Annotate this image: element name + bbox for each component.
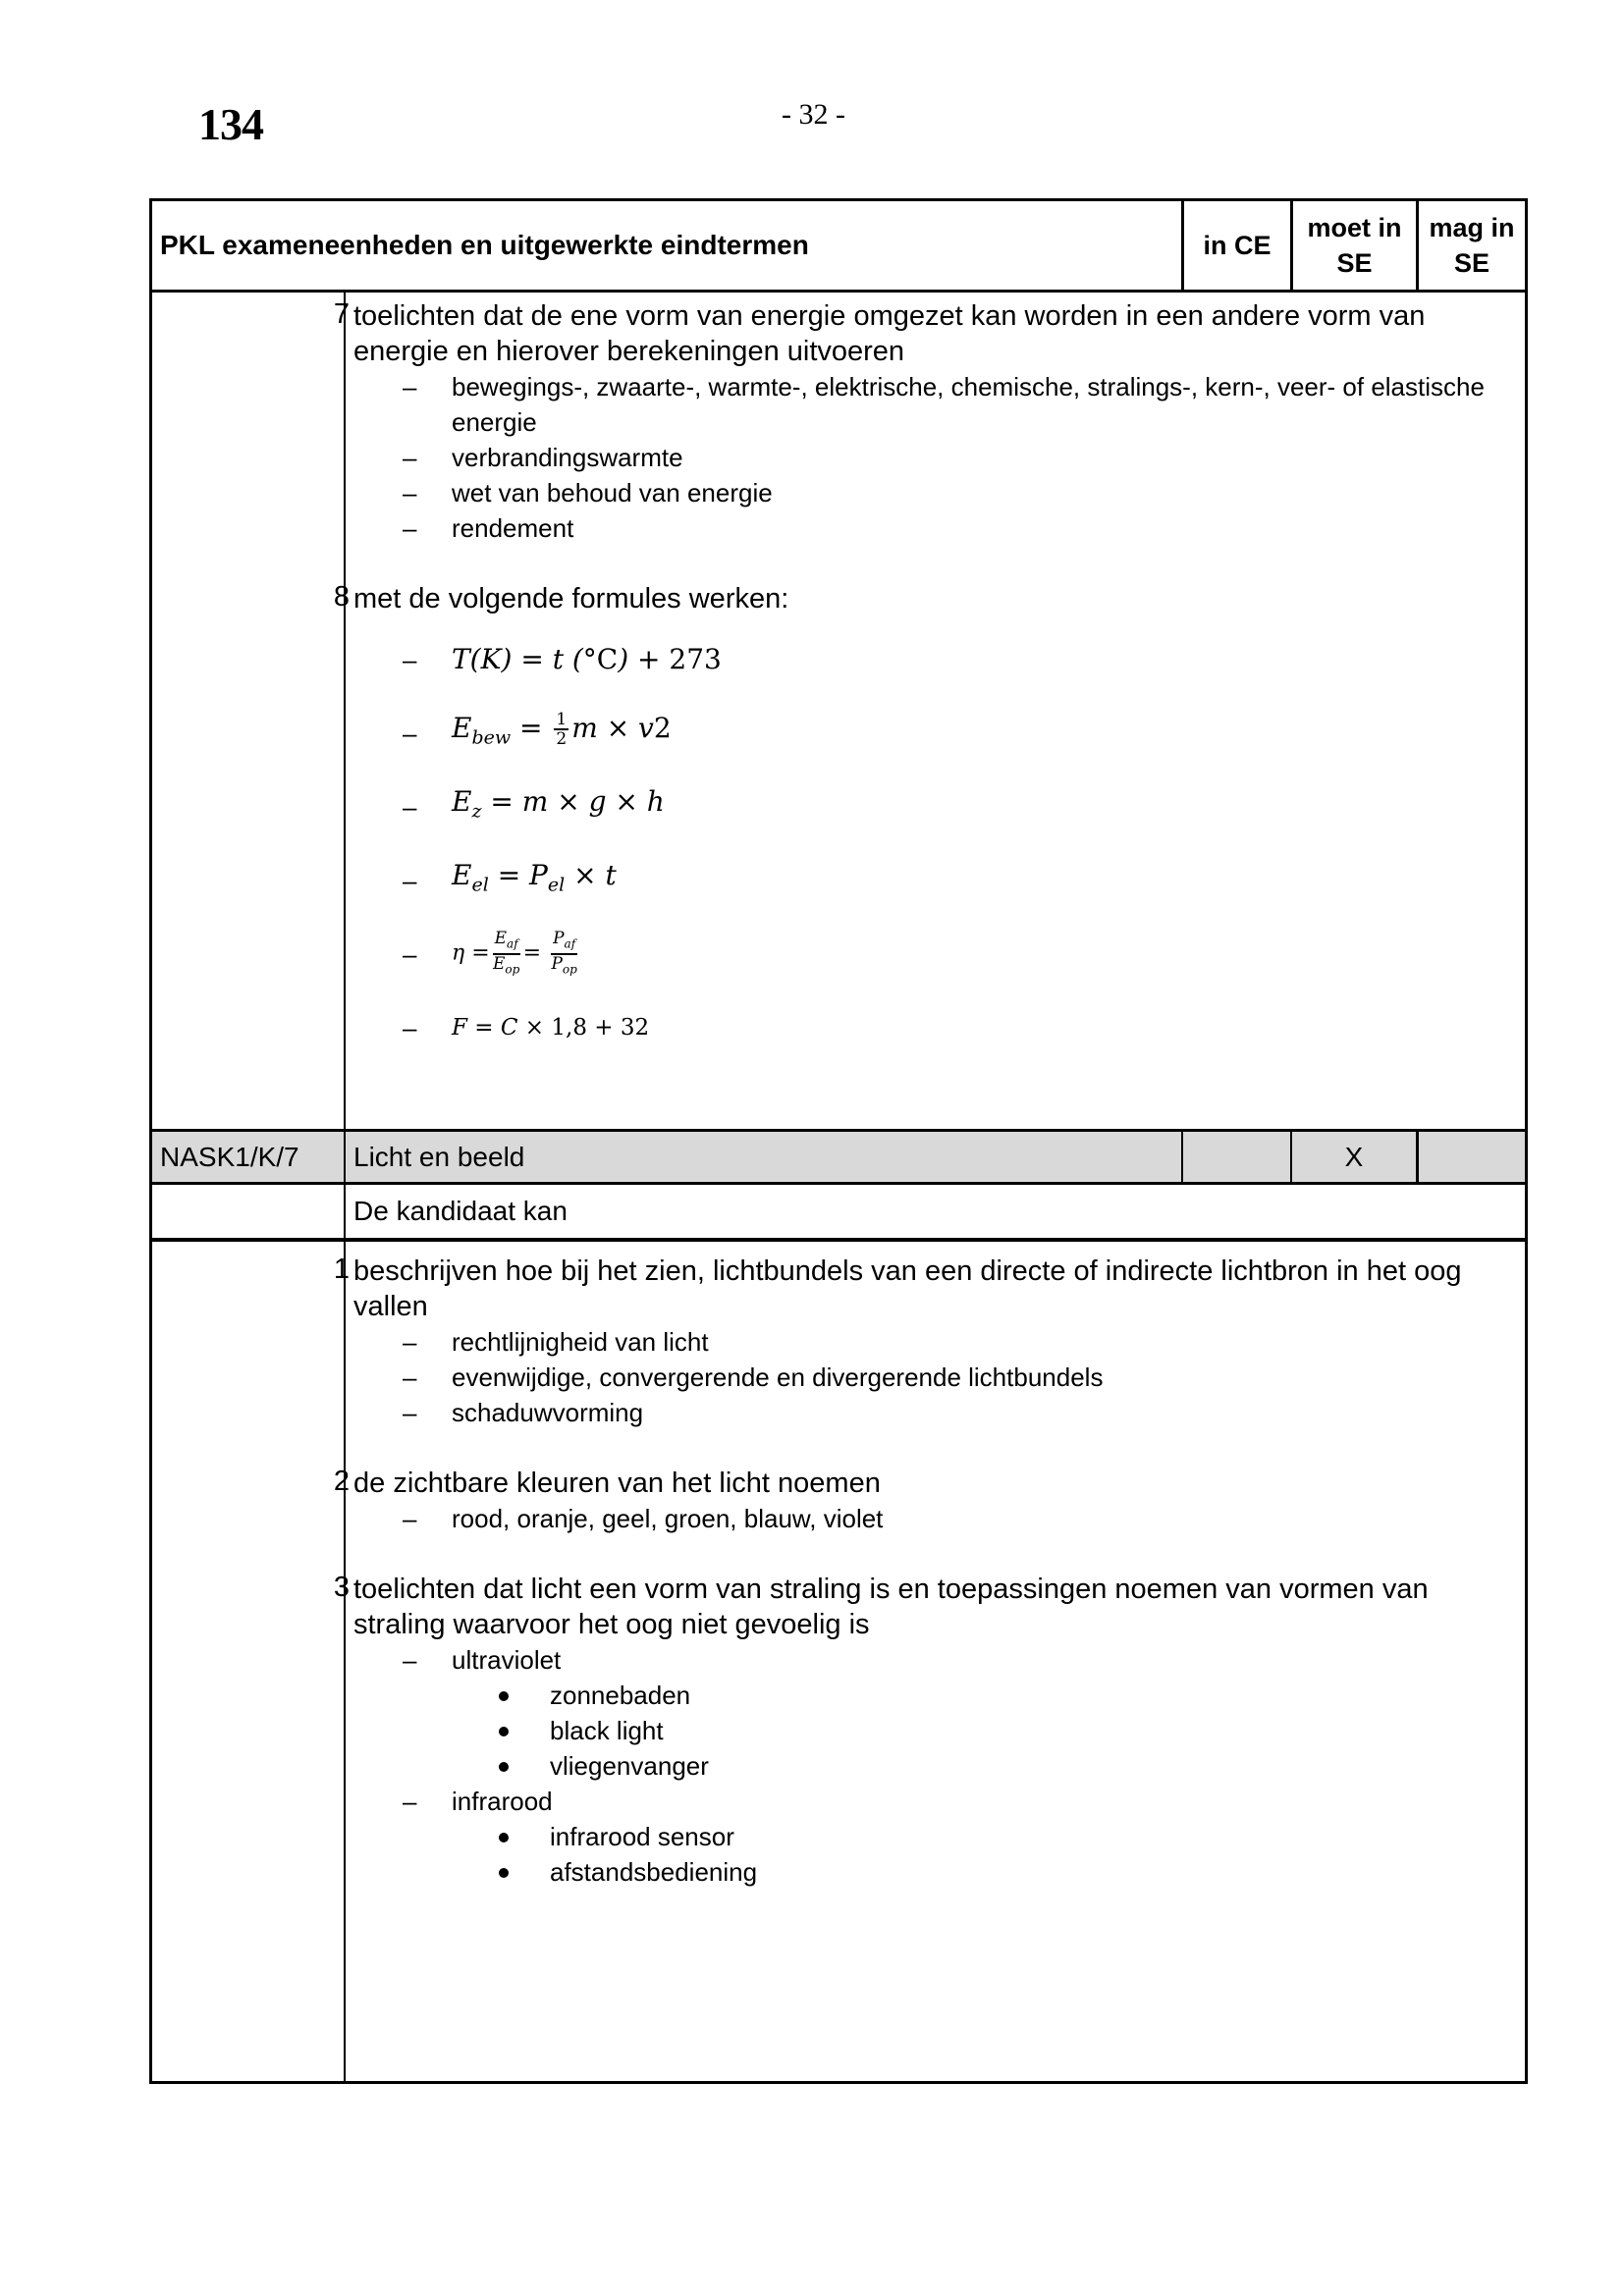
bullet-item: vliegenvanger [353,1748,1525,1784]
col-header-mag-in-se [1416,201,1525,290]
formula-fahrenheit: – F = C × 1,8 + 32 [353,990,1525,1064]
dash-icon: – [403,791,417,822]
unit-code: NASK1/K/7 [152,1132,346,1182]
dash-icon: – [403,1645,417,1675]
dash-icon: – [403,1362,417,1392]
dash-icon: – [403,1012,417,1042]
col-header-mag-line1: mag in [1429,213,1515,242]
dash-icon: – [403,443,417,472]
prev-section-row [152,293,1525,1129]
bullet-icon [499,1833,509,1842]
sub-item: – bewegings-, zwaarte-, warmte-, elektrische, chemische, stralings-, kern-, veer- of elastische energie [353,369,1492,440]
intro-row [152,1185,1525,1242]
dash-icon: – [403,644,417,674]
sub-item: – rood, oranje, geel, groen, blauw, violet [353,1501,1525,1536]
dash-icon: – [403,372,417,401]
eindterm-text: toelichten dat licht een vorm van straling is en toepassingen noemen van vormen van straling waarvoor het oog niet gevoelig is [353,1574,1429,1640]
table-header-row [152,201,1525,293]
dash-icon: – [403,1398,417,1427]
dash-icon: – [403,1327,417,1357]
eindterm-number: 1 [333,1254,350,1285]
intro-text: De kandidaat kan [353,1196,568,1226]
sub-item: – rechtlijnigheid van licht [353,1324,1525,1360]
unit-row [152,1129,1525,1185]
prev-section-code-cell [152,293,346,1129]
bullet-item: afstandsbediening [353,1854,1525,1890]
sub-item: – evenwijdige, convergerende en divergerende lichtbundels [353,1360,1525,1395]
sub-item: – verbrandingswarmte [353,440,1525,475]
col-header-in-ce: in CE [1181,201,1290,290]
dash-icon: – [403,478,417,507]
eindterm-text: toelichten dat de ene vorm van energie omgezet kan worden in een andere vorm van energie en hierover berekeningen uitvoeren [353,300,1426,367]
sub-item: – schaduwvorming [353,1395,1525,1430]
formula-electric-energy: – $E_{el} = P_{el} \times t$ [353,843,1525,917]
unit-content-row [152,1242,1525,2081]
bullet-icon [499,1691,509,1701]
dash-icon: – [403,938,417,969]
formula-efficiency: – η = $\frac{E_{af}}{E_{op}}$ = $\frac{P_{af}}{P_{op}}$ [403,929,577,976]
bullet-icon [499,1727,509,1736]
page-number: 134 [198,99,263,149]
unit-mag-in-se [1416,1132,1525,1182]
eindterm-3 [333,1572,1525,1890]
col-header-moet-line2: SE [1336,248,1373,278]
eindterm-1 [333,1254,1525,1430]
eindterm-8 [333,581,1525,1064]
eindtermen-table [149,198,1528,2084]
eindterm-text: de zichtbare kleuren van het licht noemen [353,1468,881,1499]
eindterm-text: met de volgende formules werken: [353,583,789,614]
bullet-item: zonnebaden [353,1678,1525,1713]
table-title: PKL exameneenheden en uitgewerkte eindtermen [160,230,809,260]
sub-item-ultraviolet: – ultraviolet [353,1642,1525,1678]
bullet-item: black light [353,1713,1525,1748]
eindterm-number: 3 [333,1572,350,1603]
eindterm-2 [333,1466,1525,1536]
eindterm-number: 7 [333,298,350,330]
sub-item: – rendement [353,510,1525,546]
dash-icon: – [403,1787,417,1816]
dash-icon: – [403,1504,417,1533]
page-folio: - 32 - [782,98,845,131]
col-header-moet-in-se [1290,201,1416,290]
formula-kelvin: – T(K) = t (°C) + 273 [403,642,722,675]
eindterm-number: 2 [333,1466,350,1497]
unit-in-ce [1181,1132,1290,1182]
dash-icon: – [403,718,417,748]
sub-item-infrarood: – infrarood [353,1784,1525,1819]
bullet-item: infrarood sensor [353,1819,1525,1854]
dash-icon: – [403,865,417,895]
bullet-icon [499,1762,509,1772]
eindterm-7 [333,298,1525,546]
unit-moet-in-se: X [1290,1132,1416,1182]
col-header-moet-line1: moet in [1307,213,1402,242]
col-header-mag-line2: SE [1453,248,1489,278]
sub-item: – wet van behoud van energie [353,475,1525,510]
formula-potential-energy: – $E_z = m \times g \times h$ [353,770,1525,843]
eindterm-text: beschrijven hoe bij het zien, lichtbundels van een directe of indirecte lichtbron in het oog vallen [353,1255,1462,1322]
unit-title: Licht en beeld [353,1141,525,1172]
eindterm-number: 8 [333,581,350,613]
bullet-icon [499,1868,509,1878]
dash-icon: – [403,513,417,543]
formula-kinetic-energy: – $E_{bew}$ = $\frac{1}{2}$ m × v2 [403,710,672,750]
